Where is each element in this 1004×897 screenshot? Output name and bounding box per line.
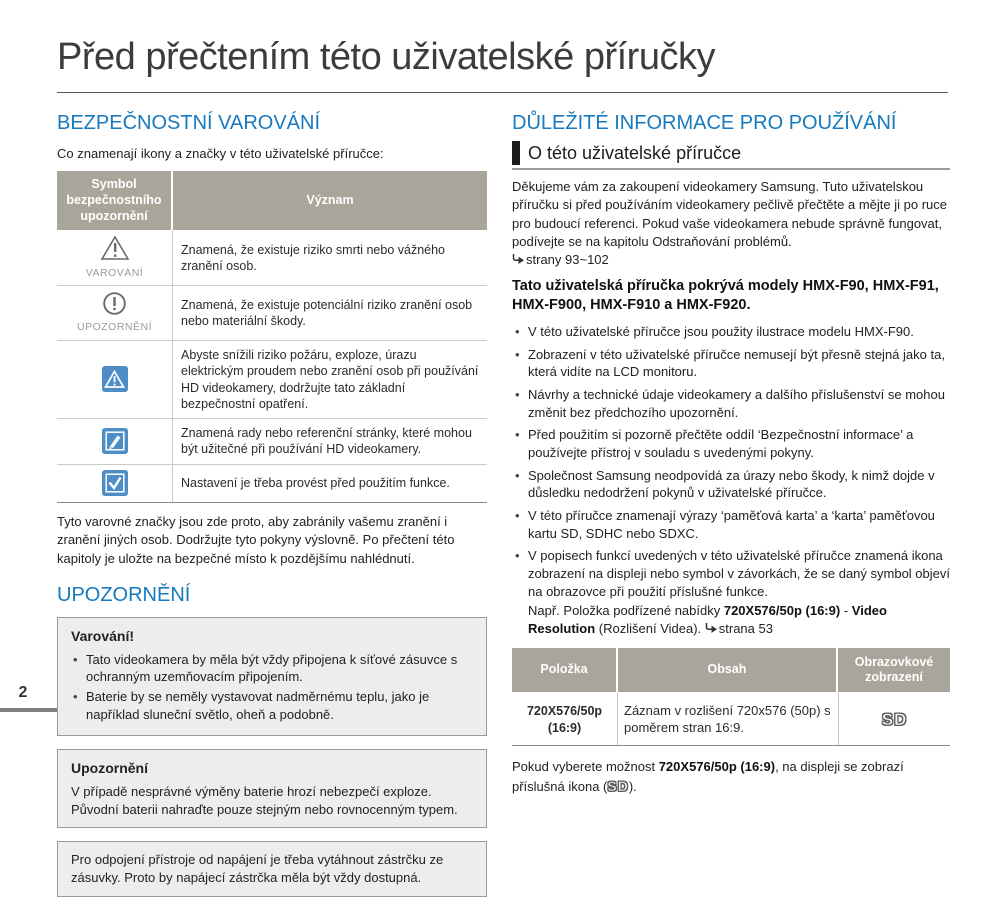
warning-box <box>57 617 487 736</box>
res-table-header-display: Obrazovkové zobrazení <box>838 648 950 692</box>
title-divider <box>57 92 948 93</box>
left-column <box>57 112 487 897</box>
example-line: Např. Položka podřízené nabídky 720X576/50p (16:9) - Video Resolution (Rozlišení Videa). strana 53 <box>528 603 887 637</box>
warning-box-bullet: • Tato videokamera by měla být vždy připojena k síťové zásuvce s ochranným uzemňovacím připojením. <box>71 651 473 687</box>
bullet-text: V popisech funkcí uvedených v této uživatelské příručce znamená ikona zobrazení na displeji nebo symbol v závorkách, že se daný symbol objeví na obrazovce při použití příslušné funkce. <box>528 548 950 599</box>
caution-circle-icon <box>102 305 127 319</box>
list-item: • Před použitím si pozorně přečtěte oddíl ‘Bezpečnostní informace’ a používejte přístroj v souladu s uvedenými pokyny. <box>512 426 950 461</box>
caution-box <box>57 749 487 828</box>
resolution-table <box>512 648 950 747</box>
page-arrow-icon <box>705 621 719 636</box>
caution-box-text: V případě nesprávné výměny baterie hrozí nebezpečí exploze. Původní baterii nahraďte pouze stejným nebo rovnocenným typem. <box>71 783 458 817</box>
list-item: • V této uživatelské příručce jsou použity ilustrace modelu HMX-F90. <box>512 323 950 341</box>
res-content: Záznam v rozlišení 720x576 (50p) s poměrem stran 16:9. <box>618 692 838 746</box>
check-square-icon <box>102 470 128 496</box>
symbol-meaning: Znamená, že existuje potenciální riziko zranění osob nebo materiální škody. <box>173 285 487 340</box>
info-bullet-list <box>512 323 950 638</box>
right-column <box>512 112 950 810</box>
example-menu: Video Resolution <box>528 603 887 637</box>
symbol-label: VAROVÁNÍ <box>85 266 144 279</box>
symbol-meaning: Znamená rady nebo referenční stránky, které mohou být užitečné při používání HD videokamery. <box>173 418 487 464</box>
res-item: 720X576/50p (16:9) <box>512 692 618 746</box>
table-row <box>57 340 487 418</box>
page-arrow-icon <box>512 252 526 267</box>
intro-paragraph: Děkujeme vám za zakoupení videokamery Samsung. Tuto uživatelskou příručku si před používáním videokamery pečlivě přečtěte a mějte ji po ruce pro budoucí referenci. Pokud vaše videokamera nebude správně fungovat, podívejte se na kapitolu Odstraňování problémů. <box>512 179 947 250</box>
list-item: • V této příručce znamenají výrazy ‘paměťová karta’ a ‘karta’ paměťovou kartu SD, SDHC nebo SDXC. <box>512 507 950 542</box>
list-item: • Společnost Samsung neodpovídá za úrazy nebo škody, k nimž dojde v důsledku nedodržení pokynů v uživatelské příručce. <box>512 467 950 502</box>
table-row <box>512 692 950 746</box>
heading-cautions: UPOZORNĚNÍ <box>57 584 191 607</box>
heading-safety-warnings: BEZPEČNOSTNÍ VAROVÁNÍ <box>57 112 321 134</box>
intro-pageref: strany 93~102 <box>512 252 950 267</box>
symbol-meaning: Znamená, že existuje riziko smrti nebo vážného zranění osob. <box>181 242 446 273</box>
symbol-table-header-meaning: Význam <box>173 171 487 230</box>
list-item: • Zobrazení v této uživatelské příručce nemusejí být přesně stejná jako ta, která vidíte na LCD monitoru. <box>512 346 950 381</box>
res-table-header-item: Položka <box>512 648 618 692</box>
section-bar <box>512 141 520 165</box>
symbol-table <box>57 171 487 502</box>
table-row <box>57 418 487 464</box>
list-item: • Návrhy a technické údaje videokamery a dalšího příslušenství se mohou změnit bez předchozího upozornění. <box>512 386 950 421</box>
note-pen-square-icon <box>102 428 128 454</box>
example-pageref: strana 53 <box>705 621 773 636</box>
symbol-label: UPOZORNĚNÍ <box>76 321 152 334</box>
res-table-header-content: Obsah <box>618 648 838 692</box>
warning-box-bullet: • Baterie by se neměly vystavovat nadměrnému teplu, jako je například sluneční světlo, oheň a podobně. <box>71 688 473 724</box>
blue-warning-square-icon <box>102 366 128 392</box>
warning-triangle-icon <box>100 250 130 264</box>
warning-box-title: Varování! <box>71 628 135 645</box>
page-number: 2 <box>18 684 28 701</box>
plug-box <box>57 841 487 897</box>
page-title: Před přečtením této uživatelské příručky <box>57 36 715 78</box>
table-row <box>57 230 487 285</box>
list-item <box>512 547 950 637</box>
footer-note: Pokud vyberete možnost 720X576/50p (16:9), na displeji se zobrazí příslušná ikona (SD). <box>512 759 904 794</box>
subsection-about-manual <box>512 141 950 170</box>
symbol-meaning: Abyste snížili riziko požáru, exploze, úrazu elektrickým proudem nebo zranění osob při používání HD videokamery, dodržujte tato základní bezpečnostní opatření. <box>173 340 487 418</box>
footer-resolution: 720X576/50p (16:9) <box>658 759 776 775</box>
sd-display-icon: SD <box>607 777 629 794</box>
after-table-note: Tyto varovné značky jsou zde proto, aby zabránily vašemu zranění i zranění jiných osob. Dodržujte tyto pokyny výslovně. Po přečtení této kapitoly je uložte na bezpečné místo k pozdějšímu nahlédnutí. <box>57 513 455 566</box>
table-row <box>57 285 487 340</box>
example-resolution: 720X576/50p (16:9) <box>723 603 841 619</box>
models-statement: Tato uživatelská příručka pokrývá modely HMX-F90, HMX-F91, HMX-F900, HMX-F910 a HMX-F920. <box>512 277 939 314</box>
heading-important-info: DŮLEŽITÉ INFORMACE PRO POUŽÍVÁNÍ <box>512 112 897 134</box>
symbol-meaning: Nastavení je třeba provést před použitím funkce. <box>173 464 487 502</box>
plug-box-text: Pro odpojení přístroje od napájení je třeba vytáhnout zástrčku ze zásuvky. Proto by napájecí zástrčka měla být vždy dostupná. <box>71 852 444 886</box>
symbol-table-header-symbol: Symbol bezpečnostního upozornění <box>57 171 173 230</box>
table-row <box>57 464 487 502</box>
symbol-table-intro: Co znamenají ikony a značky v této uživatelské příručce: <box>57 146 384 161</box>
sd-display-icon: SD <box>881 709 908 729</box>
subsection-title: O této uživatelské příručce <box>528 142 742 163</box>
caution-box-title: Upozornění <box>71 760 148 777</box>
